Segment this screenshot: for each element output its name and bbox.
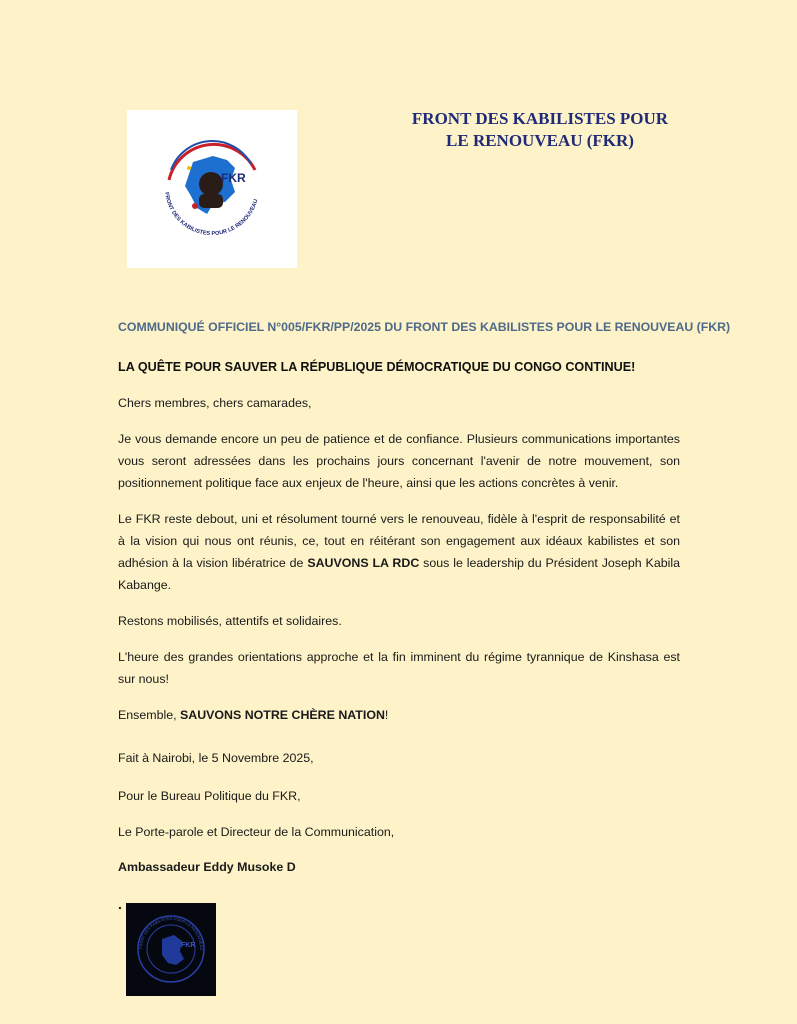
svg-text:FKR: FKR: [181, 942, 196, 949]
signatory-name: Ambassadeur Eddy Musoke D: [118, 860, 296, 874]
paragraph-2-text-2: sous le leadership du Président Joseph Kabila Kabange.: [118, 556, 680, 592]
on-behalf: Pour le Bureau Politique du FKR,: [118, 789, 301, 803]
fkr-logo-icon: [127, 110, 297, 268]
org-title: [400, 108, 680, 152]
paragraph-5-text-2: !: [384, 708, 389, 722]
signatory-role: Le Porte-parole et Directeur de la Communication,: [118, 825, 395, 839]
paragraph-2-bold: SAUVONS LA RDC: [307, 556, 420, 570]
org-title-line2: LE RENOUVEAU (FKR): [446, 131, 634, 150]
paragraph-2: [118, 508, 680, 596]
communique-body: [118, 356, 680, 726]
paragraph-3: Restons mobilisés, attentifs et solidaires.: [118, 614, 342, 628]
svg-text:FRONT DES KABILISTES POUR LE R: FRONT DES KABILISTES POUR LE RENOUVEAU: [163, 191, 260, 238]
svg-text:FRONT DES KABILISTES POUR LE R: FRONT DES KABILISTES POUR LE RENOUVEAU: [137, 915, 205, 951]
fkr-stamp: [126, 903, 216, 996]
paragraph-5-text-1: Ensemble,: [118, 708, 180, 722]
paragraph-4: L'heure des grandes orientations approche et la fin imminent du régime tyrannique de Kinshasa est sur nous!: [118, 650, 680, 686]
paragraph-5-bold: SAUVONS NOTRE CHÈRE NATION: [179, 708, 385, 722]
greeting: Chers membres, chers camarades,: [118, 396, 312, 410]
headline: LA QUÊTE POUR SAUVER LA RÉPUBLIQUE DÉMOCRATIQUE DU CONGO CONTINUE!: [118, 360, 636, 374]
paragraph-2-text-1: Le FKR reste debout, uni et résolument tourné vers le renouveau, fidèle à l'esprit de responsabilité et à la vision qui nous ont réunis, ce, tout en réitérant son engagement aux idéaux kabilistes et son adhésion à la vision libératrice de: [118, 512, 680, 570]
dot-mark: .: [118, 896, 122, 912]
place-date: Fait à Nairobi, le 5 Novembre 2025,: [118, 751, 314, 765]
fkr-logo: [127, 110, 297, 268]
paragraph-1: Je vous demande encore un peu de patience et de confiance. Plusieurs communications importantes vous seront adressées dans les prochains jours concernant l'avenir de notre mouvement, son positionnement politique face aux enjeux de l'heure, ainsi que les actions concrètes à venir.: [118, 432, 680, 490]
fkr-stamp-seal-icon: [126, 903, 216, 996]
svg-text:FKR: FKR: [221, 171, 246, 185]
paragraph-5: [118, 704, 680, 726]
org-title-line1: FRONT DES KABILISTES POUR: [411, 109, 669, 128]
communique-subject: COMMUNIQUÉ OFFICIEL N°005/FKR/PP/2025 DU FRONT DES KABILISTES POUR LE RENOUVEAU (FKR): [118, 320, 731, 334]
